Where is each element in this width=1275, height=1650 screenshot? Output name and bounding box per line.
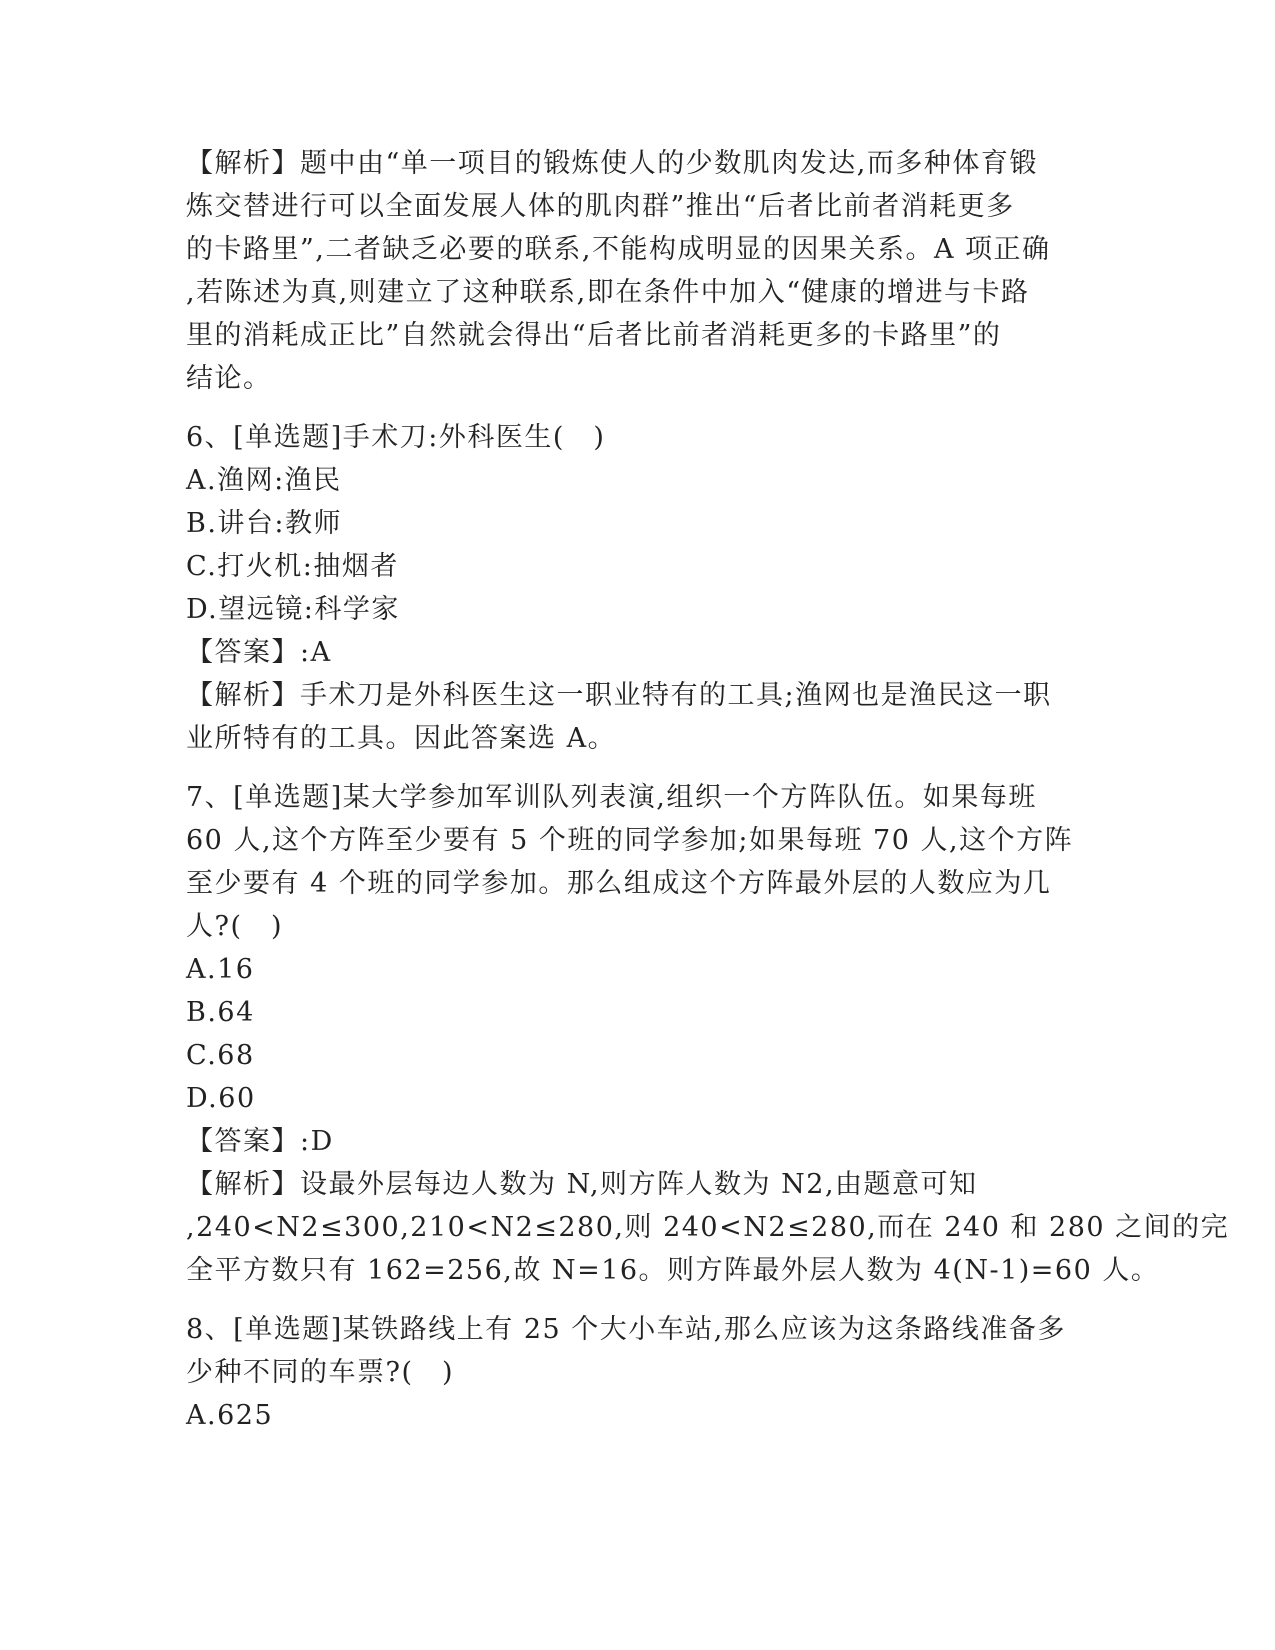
explanation-line: ,240<N2≤300,210<N2≤280,则 240<N2≤280,而在 240 和 280 之间的完 [186,1212,1230,1243]
question-stem: 至少要有 4 个班的同学参加。那么组成这个方阵最外层的人数应为几 [186,868,1052,899]
explanation-line: 业所特有的工具。因此答案选 A。 [186,723,617,754]
option-a: A.16 [186,954,255,985]
explanation-line: 【解析】手术刀是外科医生这一职业特有的工具;渔网也是渔民这一职 [186,680,1052,711]
text-line: 的卡路里”,二者缺乏必要的联系,不能构成明显的因果关系。A 项正确 [186,234,1051,265]
explanation-block-q5 [186,142,1086,400]
text-line: 炼交替进行可以全面发展人体的肌肉群”推出“后者比前者消耗更多 [186,191,1015,222]
question-stem: 8、[单选题]某铁路线上有 25 个大小车站,那么应该为这条路线准备多 [186,1314,1066,1345]
option-b: B.讲台:教师 [186,508,343,539]
question-stem: 人?( ) [186,911,284,942]
option-a: A.625 [186,1400,274,1431]
document-page [186,142,1230,1437]
option-b: B.64 [186,997,255,1028]
explanation-line: 全平方数只有 162=256,故 N=16。则方阵最外层人数为 4(N-1)=60 人。 [186,1255,1160,1286]
answer-line: 【答案】:A [186,637,332,668]
explanation-line: 【解析】设最外层每边人数为 N,则方阵人数为 N2,由题意可知 [186,1169,978,1200]
question-stem: 6、[单选题]手术刀:外科医生( ) [186,422,606,453]
text-line: ,若陈述为真,则建立了这种联系,即在条件中加入“健康的增进与卡路 [186,277,1030,308]
option-c: C.打火机:抽烟者 [186,551,399,582]
question-block-7 [186,776,1230,1292]
option-c: C.68 [186,1040,255,1071]
question-stem: 7、[单选题]某大学参加军训队列表演,组织一个方阵队伍。如果每班 [186,782,1037,813]
question-stem: 60 人,这个方阵至少要有 5 个班的同学参加;如果每班 70 人,这个方阵 [186,825,1074,856]
text-line: 里的消耗成正比”自然就会得出“后者比前者消耗更多的卡路里”的 [186,320,1002,351]
question-stem: 少种不同的车票?( ) [186,1357,455,1388]
text-line: 结论。 [186,363,272,394]
option-a: A.渔网:渔民 [186,465,342,496]
option-d: D.望远镜:科学家 [186,594,400,625]
answer-line: 【答案】:D [186,1126,334,1157]
text-line: 【解析】题中由“单一项目的锻炼使人的少数肌肉发达,而多种体育锻 [186,148,1038,179]
option-d: D.60 [186,1083,256,1114]
question-block-6 [186,416,1086,760]
question-block-8 [186,1308,1086,1437]
